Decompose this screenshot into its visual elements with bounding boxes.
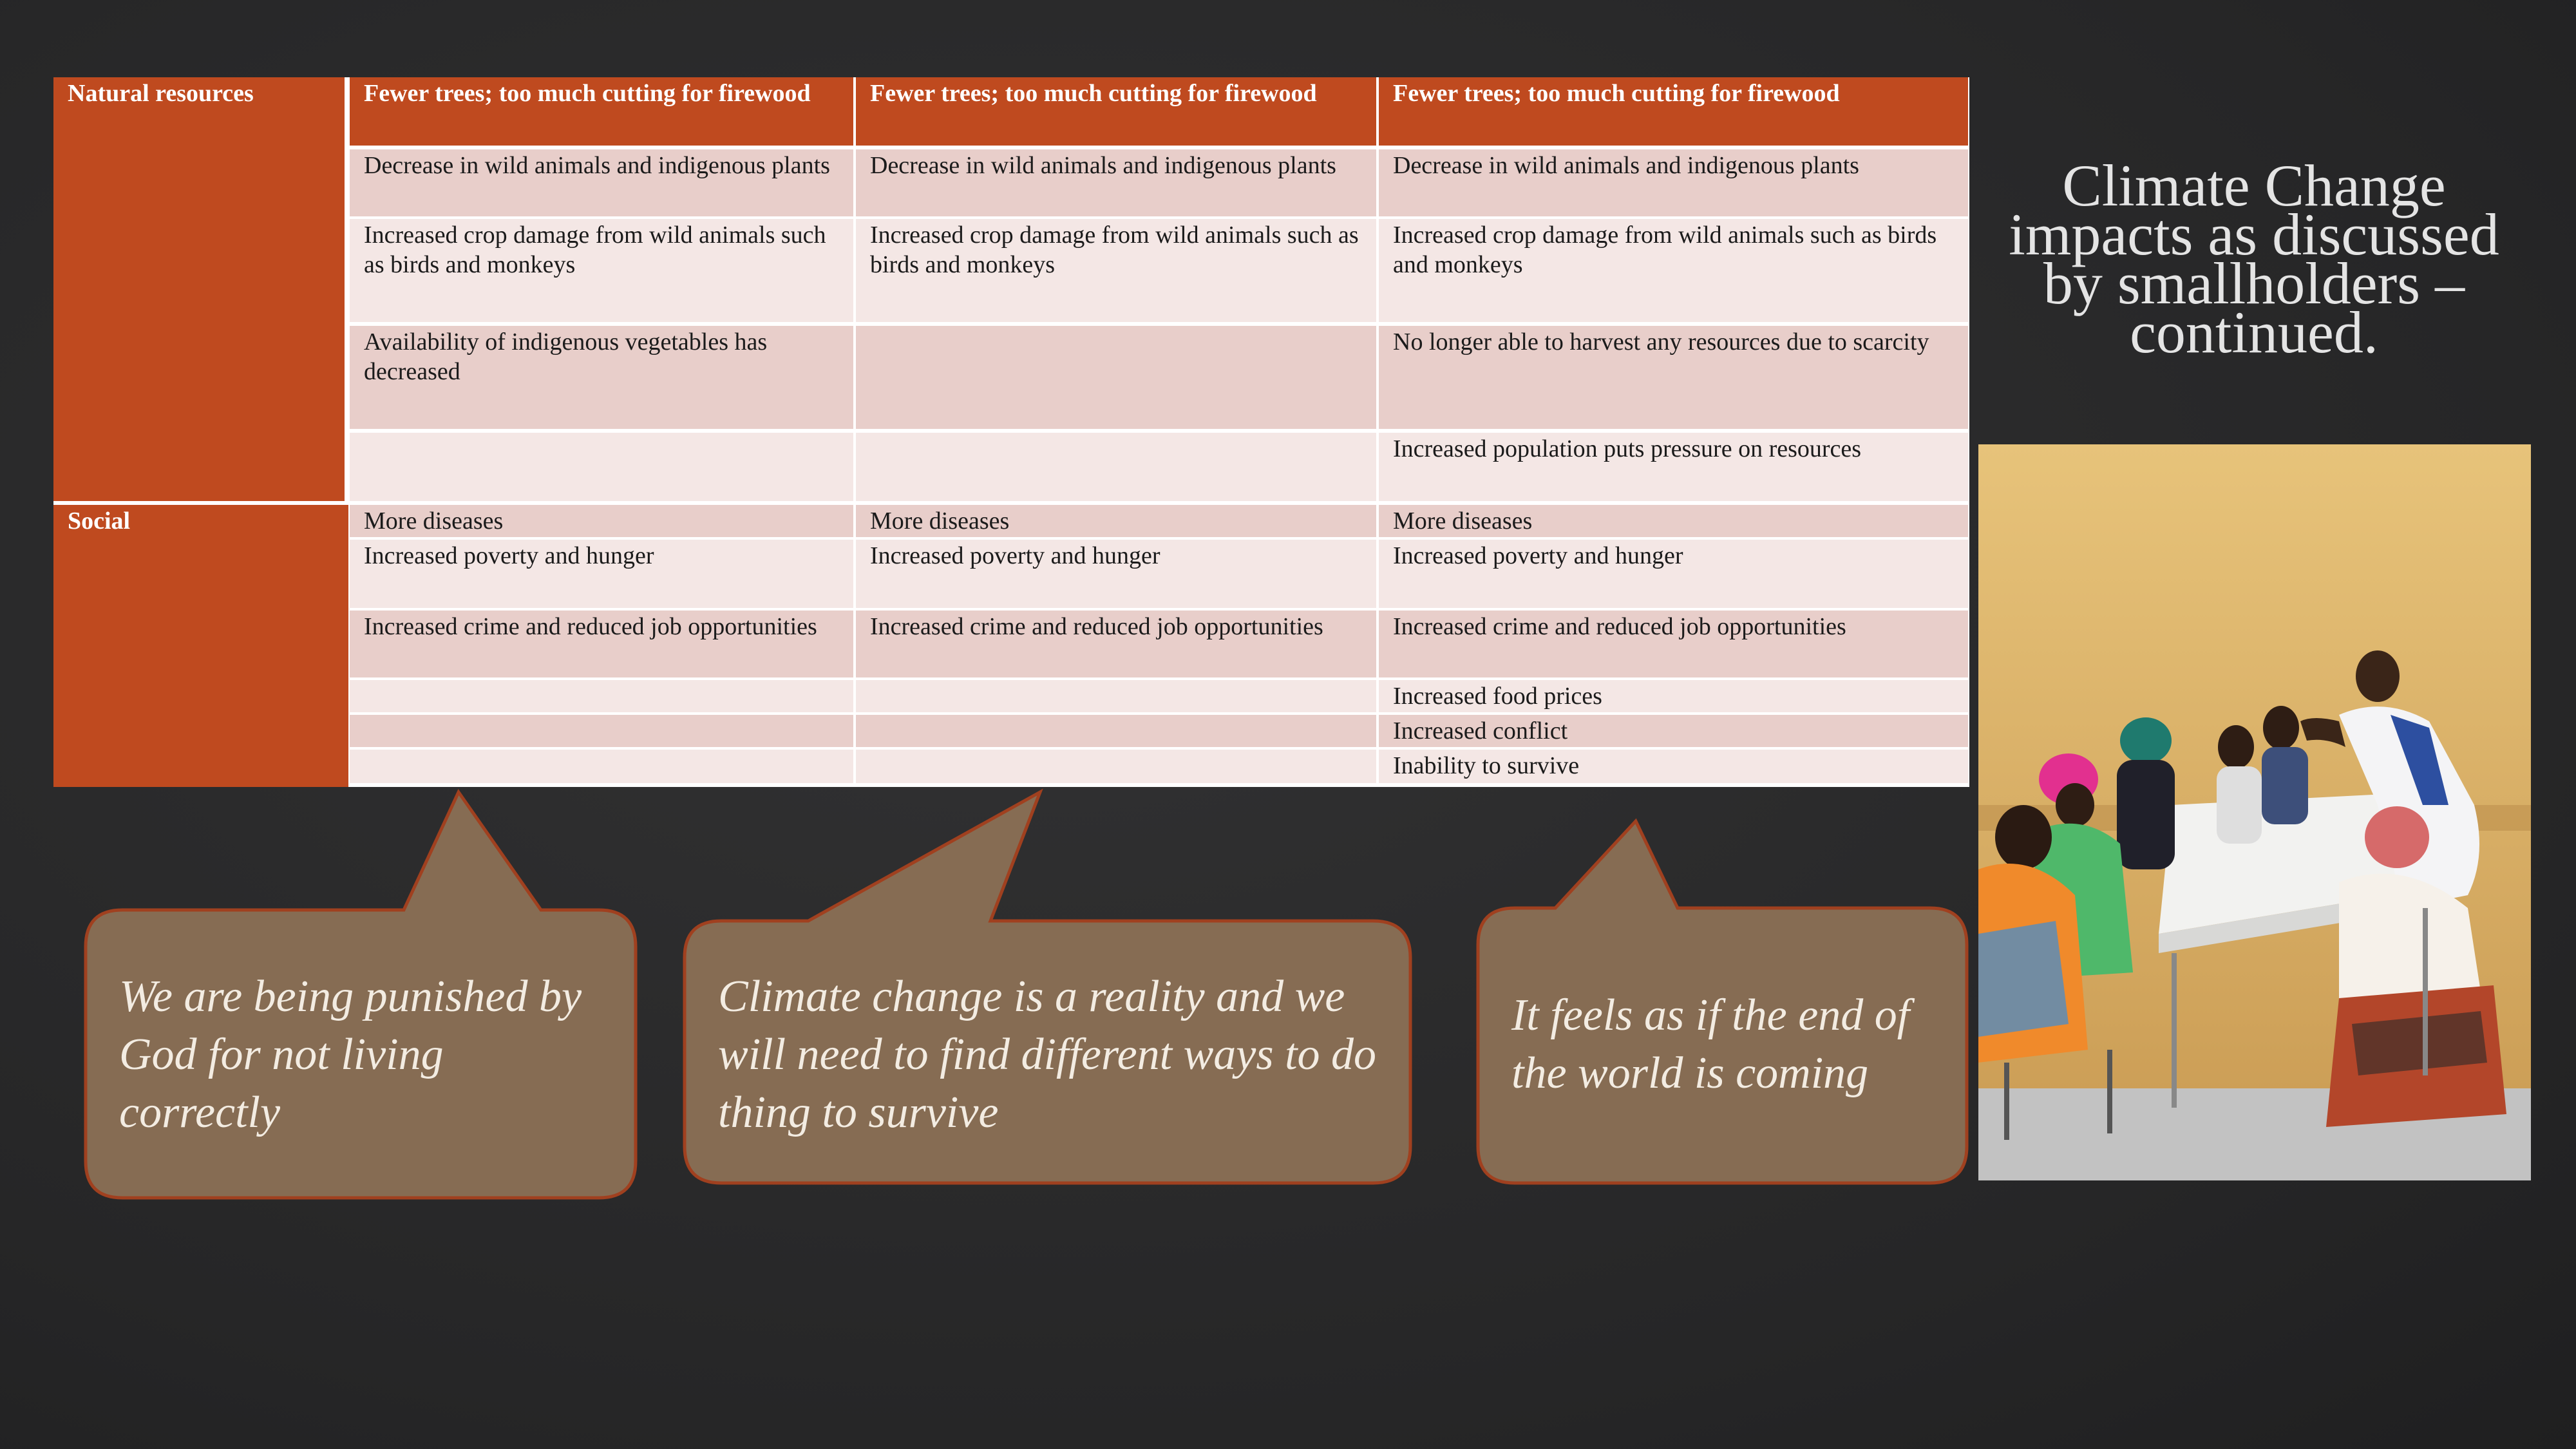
table-cell: No longer able to harvest any resources due to scarcity [1379,326,1968,429]
table-cell: More diseases [856,505,1376,537]
table-cell [350,680,853,712]
table-cell: Increased crime and reduced job opportunities [350,611,853,677]
table-cell: Increased crop damage from wild animals such as birds and monkeys [350,219,853,322]
table-cell: Increased conflict [1379,715,1968,747]
table-cell: Increased poverty and hunger [350,540,853,608]
table-cell [350,750,853,783]
table-cell [856,326,1376,429]
table-cell [856,715,1376,747]
header-cell: Fewer trees; too much cutting for firewood [1379,77,1968,146]
table-cell: Increased crime and reduced job opportunities [1379,611,1968,677]
table-cell: Increased population puts pressure on resources [1379,433,1968,501]
table-cell: Inability to survive [1379,750,1968,783]
slide-title: Climate Change impacts as discussed by smallholders – continued. [2009,153,2499,365]
table-cell: Increased food prices [1379,680,1968,712]
table-cell [856,433,1376,501]
table-cell: Increased crop damage from wild animals such as birds and monkeys [856,219,1376,322]
table-cell: Decrease in wild animals and indigenous plants [350,149,853,216]
callout-quote: We are being punished by God for not living correctly [119,972,582,1137]
table-cell: Availability of indigenous vegetables has decreased [350,326,853,429]
table-cell [856,680,1376,712]
category-social: Social [53,505,348,787]
impacts-table [53,77,1969,787]
table-cell: Increased crime and reduced job opportunities [856,611,1376,677]
photo-illustration [1978,444,2531,1180]
table-cell: More diseases [350,505,853,537]
category-natural-resources: Natural resources [53,77,345,501]
callout-bubble [1476,818,1972,1188]
table-cell: Decrease in wild animals and indigenous plants [856,149,1376,216]
table-cell [350,715,853,747]
table-cell: More diseases [1379,505,1968,537]
table-cell [350,433,853,501]
header-cell: Fewer trees; too much cutting for firewood [350,77,853,146]
meeting-photo [1978,444,2531,1180]
table-cell: Decrease in wild animals and indigenous plants [1379,149,1968,216]
table-cell: Increased poverty and hunger [856,540,1376,608]
callout-quote: Climate change is a reality and we will need to find different ways to do thing to survive [718,972,1377,1137]
callout-bubble [84,789,638,1201]
callout-quote: It feels as if the end of the world is coming [1511,990,1910,1098]
table-cell [856,750,1376,783]
header-cell: Fewer trees; too much cutting for firewood [856,77,1376,146]
table-cell: Increased poverty and hunger [1379,540,1968,608]
table-cell: Increased crop damage from wild animals such as birds and monkeys [1379,219,1968,322]
callout-bubble [683,789,1414,1188]
